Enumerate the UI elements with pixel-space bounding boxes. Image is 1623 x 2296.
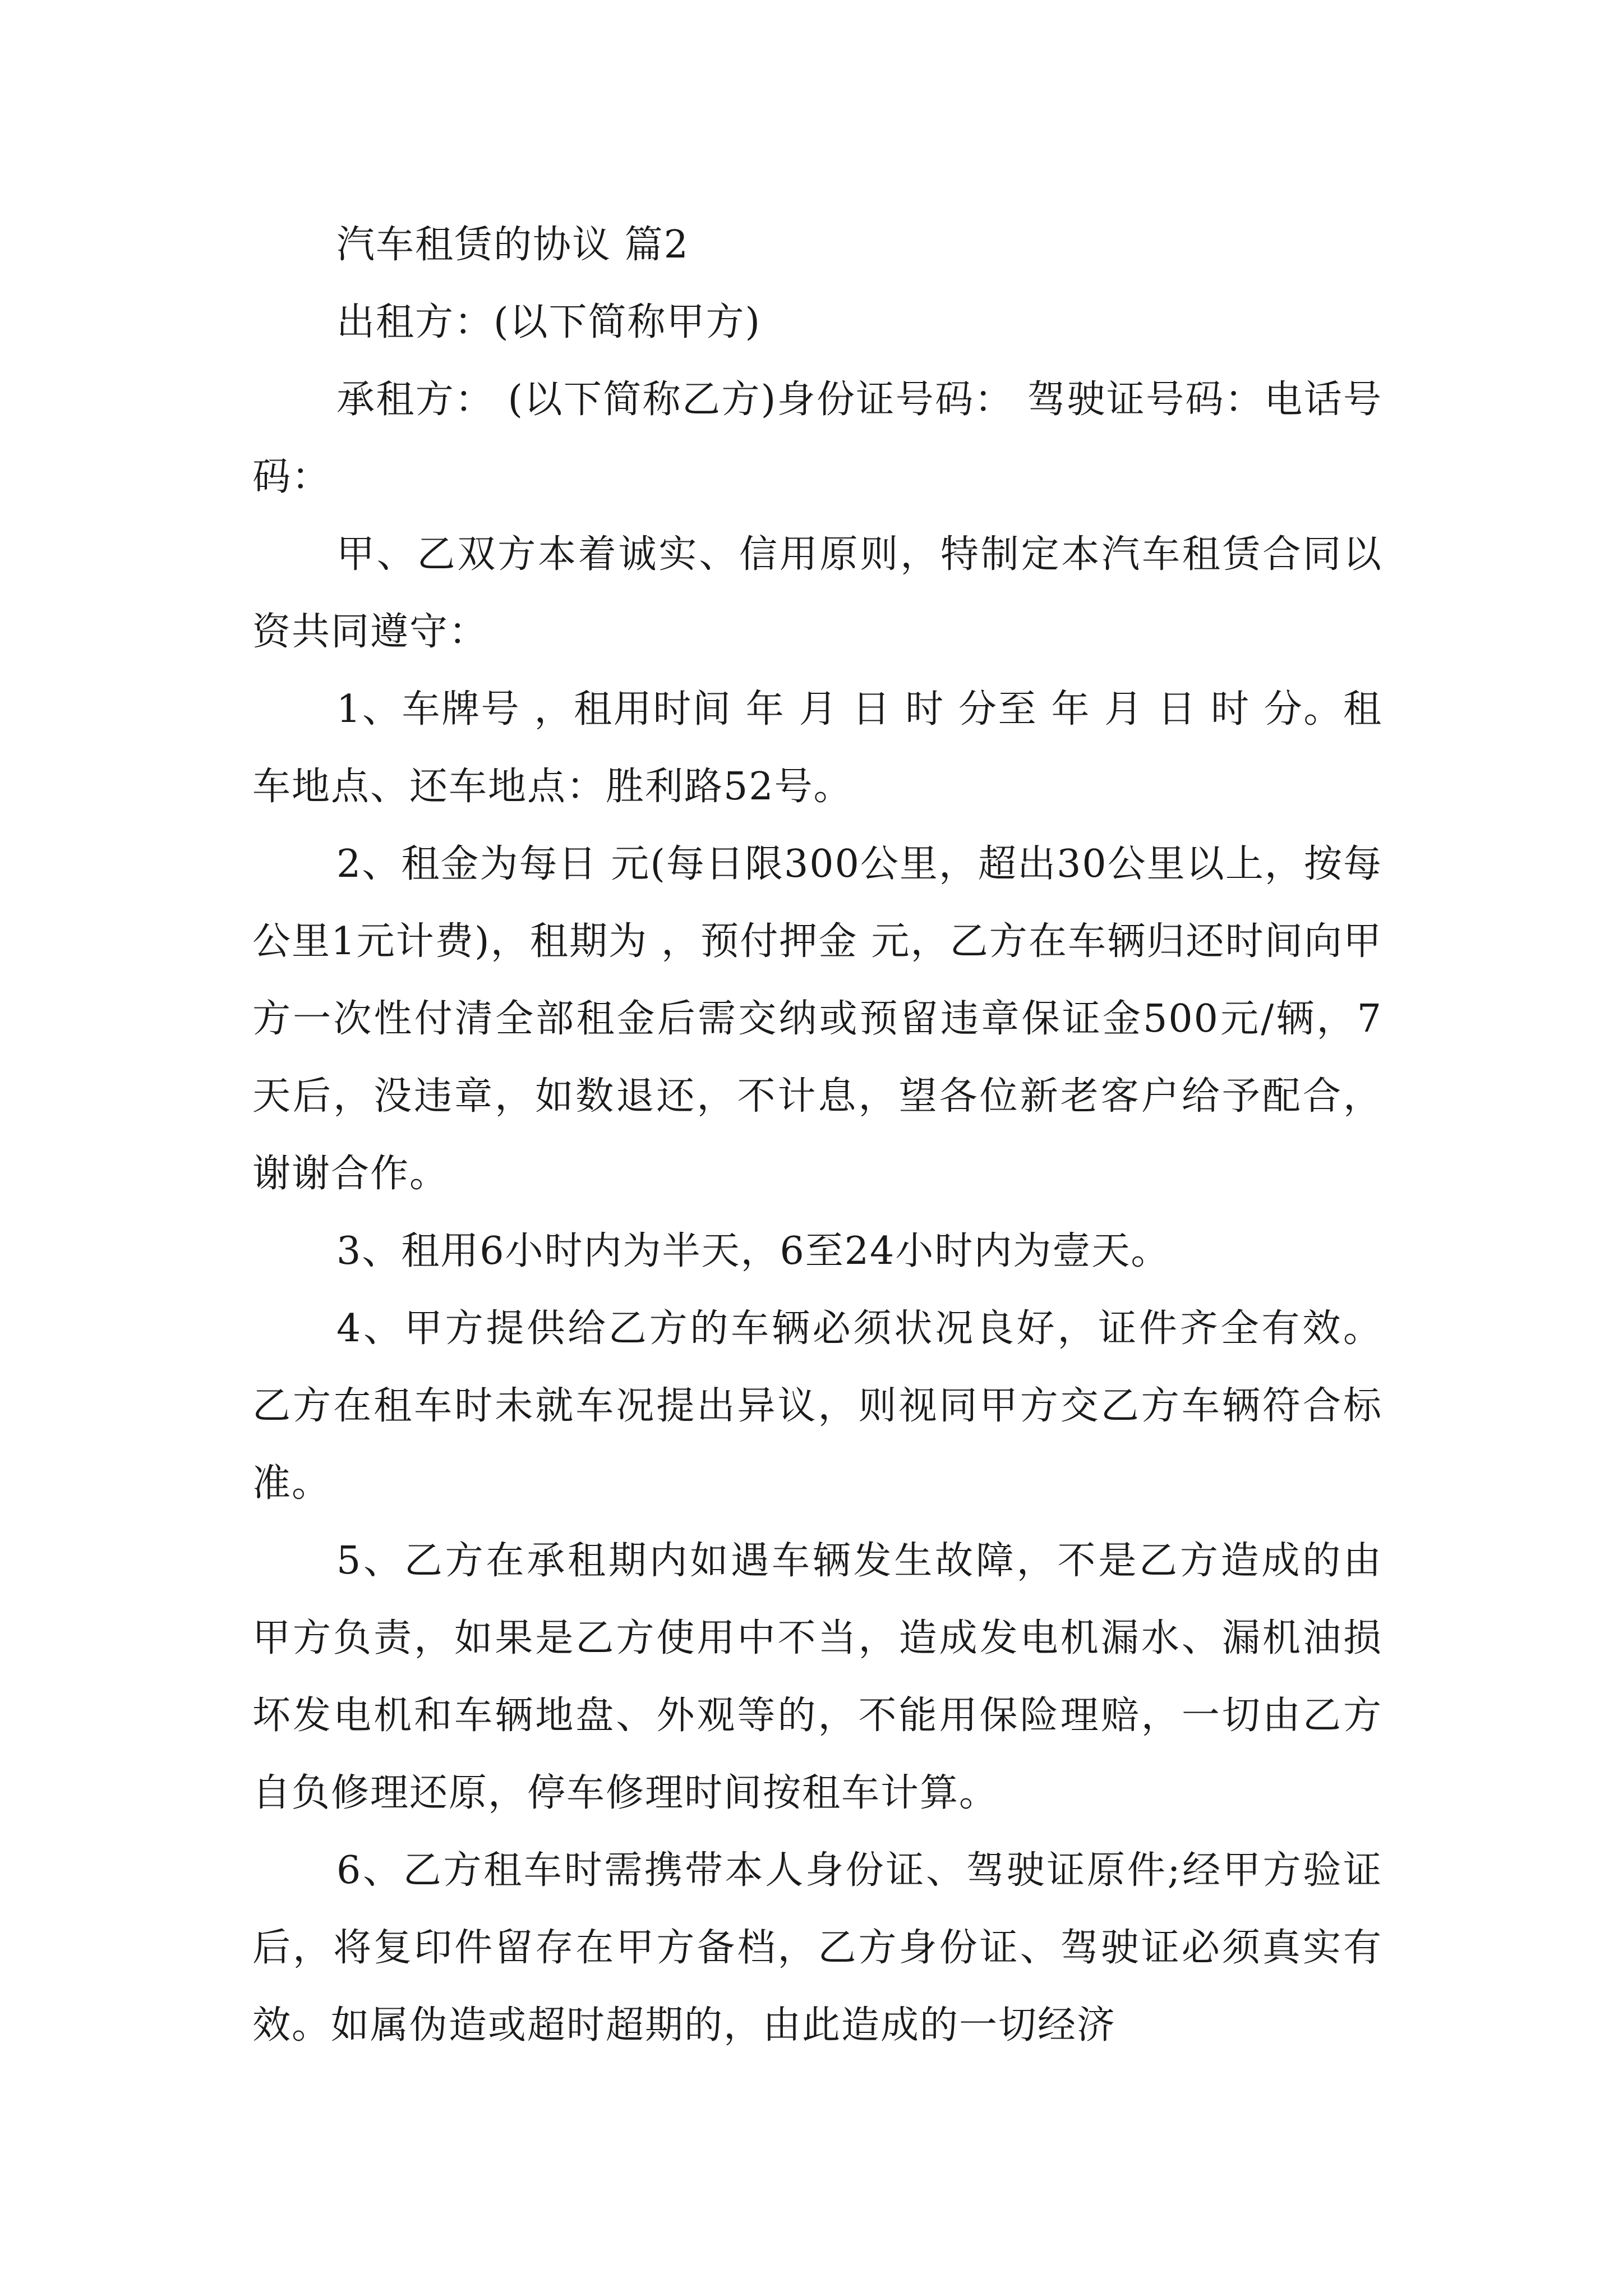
- preamble-paragraph: 甲、乙双方本着诚实、信用原则，特制定本汽车租赁合同以资共同遵守：: [252, 532, 1382, 654]
- clause-3: 3、租用6小时内为半天，6至24小时内为壹天。: [336, 1229, 1170, 1273]
- clause-1: 1、车牌号 ，租用时间 年 月 日 时 分至 年 月 日 时 分。租车地点、还车地点：胜利路52号。: [252, 687, 1382, 809]
- document-body: [252, 206, 1382, 2064]
- lessor-line: 出租方：(以下简称甲方): [336, 300, 762, 344]
- clause-5: 5、乙方在承租期内如遇车辆发生故障，不是乙方造成的由甲方负责，如果是乙方使用中不当，造成发电机漏水、漏机油损坏发电机和车辆地盘、外观等的，不能用保险理赔，一切由乙方自负修理还原，停车修理时间按租车计算。: [252, 1539, 1382, 1815]
- lessee-line: 承租方： (以下简称乙方)身份证号码： 驾驶证号码：电话号码：: [252, 378, 1382, 499]
- clause-2: 2、租金为每日 元(每日限300公里，超出30公里以上，按每公里1元计费)，租期为 ，预付押金 元，乙方在车辆归还时间向甲方一次性付清全部租金后需交纳或预留违章保证金500元/辆，7天后，没违章，如数退还，不计息，望各位新老客户给予配合，谢谢合作。: [252, 842, 1382, 1196]
- clause-6: 6、乙方租车时需携带本人身份证、驾驶证原件;经甲方验证后，将复印件留存在甲方备档，乙方身份证、驾驶证必须真实有效。如属伪造或超时超期的，由此造成的一切经济: [252, 1848, 1382, 2047]
- section-title: 汽车租赁的协议 篇2: [336, 223, 689, 267]
- clause-4: 4、甲方提供给乙方的车辆必须状况良好，证件齐全有效。乙方在租车时未就车况提出异议，则视同甲方交乙方车辆符合标准。: [252, 1306, 1382, 1506]
